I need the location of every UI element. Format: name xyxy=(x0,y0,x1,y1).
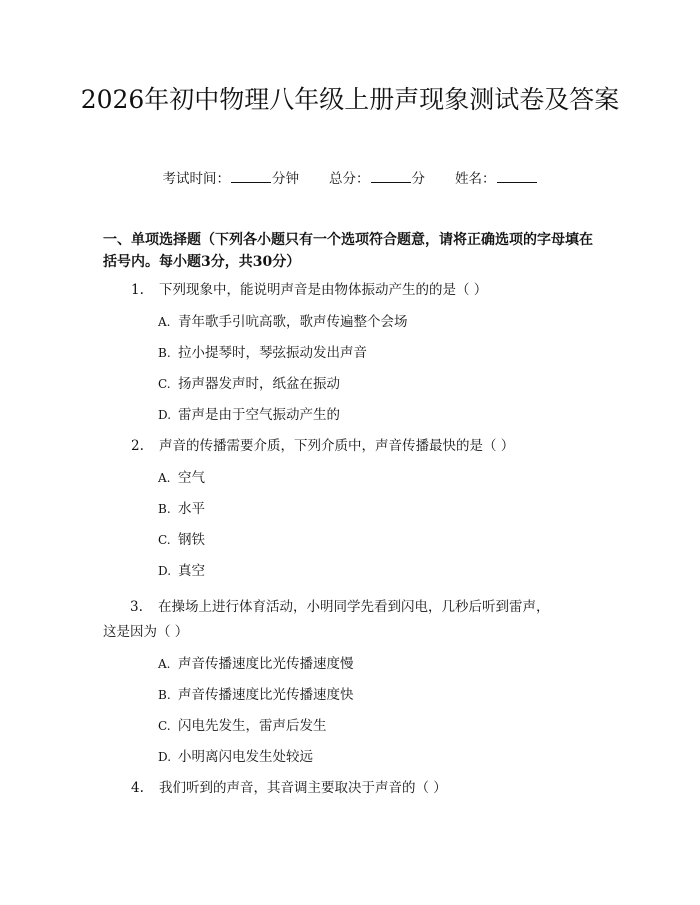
option-3d xyxy=(158,747,313,767)
option-letter: C. xyxy=(158,377,171,391)
option-3a xyxy=(158,654,354,674)
question-2 xyxy=(131,436,514,456)
question-number: 1. xyxy=(131,282,144,298)
time-blank xyxy=(231,170,271,183)
option-letter: D. xyxy=(158,408,172,422)
option-3c xyxy=(158,716,327,736)
name-field xyxy=(455,167,538,187)
option-text: 闪电先发生，雷声后发生 xyxy=(178,718,327,734)
option-letter: D. xyxy=(158,564,172,578)
option-letter: B. xyxy=(158,688,171,702)
option-text: 小明离闪电发生处较远 xyxy=(178,749,313,765)
option-3b xyxy=(158,685,354,705)
question-stem: 下列现象中，能说明声音是由物体振动产生的的是（ ） xyxy=(159,282,488,298)
option-1d xyxy=(158,405,340,425)
option-text: 声音传播速度比光传播速度快 xyxy=(178,687,354,703)
section-heading: 一、单项选择题（下列各小题只有一个选项符合题意，请将正确选项的字母填在括号内。每小题3分，共30分） xyxy=(103,232,593,270)
name-blank xyxy=(497,170,537,183)
score-unit: 分 xyxy=(411,171,425,187)
time-field xyxy=(163,167,300,187)
option-text: 水平 xyxy=(178,501,205,517)
score-blank xyxy=(371,170,411,183)
option-letter: B. xyxy=(158,346,171,360)
question-stem: 声音的传播需要介质，下列介质中，声音传播最快的是（ ） xyxy=(159,438,515,454)
time-unit: 分钟 xyxy=(272,171,299,187)
question-4 xyxy=(131,778,447,798)
option-2a xyxy=(158,468,205,488)
option-1b xyxy=(158,343,367,363)
option-text: 声音传播速度比光传播速度慢 xyxy=(178,656,354,672)
option-letter: A. xyxy=(158,657,171,671)
option-2d xyxy=(158,561,205,581)
option-1c xyxy=(158,374,340,394)
document-title: 2026年初中物理八年级上册声现象测试卷及答案 xyxy=(80,85,620,114)
question-stem: 我们听到的声音，其音调主要取决于声音的（ ） xyxy=(159,780,447,796)
option-text: 扬声器发声时，纸盆在振动 xyxy=(178,376,340,392)
option-1a xyxy=(158,312,408,332)
question-3 xyxy=(103,595,551,645)
question-number: 4. xyxy=(131,780,144,796)
option-text: 拉小提琴时，琴弦振动发出声音 xyxy=(178,345,367,361)
score-label: 总分： xyxy=(329,171,370,187)
name-label: 姓名： xyxy=(455,171,496,187)
option-letter: D. xyxy=(158,750,172,764)
question-number: 3. xyxy=(130,599,143,615)
option-2b xyxy=(158,499,205,519)
option-text: 空气 xyxy=(178,470,205,486)
option-text: 钢铁 xyxy=(178,532,205,548)
option-text: 青年歌手引吭高歌，歌声传遍整个会场 xyxy=(178,314,408,330)
score-field xyxy=(329,167,425,187)
option-2c xyxy=(158,530,205,550)
option-letter: A. xyxy=(158,471,171,485)
option-letter: C. xyxy=(158,533,171,547)
question-stem: 在操场上进行体育活动，小明同学先看到闪电，几秒后听到雷声，这是因为（ ） xyxy=(103,599,550,640)
option-letter: B. xyxy=(158,502,171,516)
question-number: 2. xyxy=(131,438,144,454)
question-1 xyxy=(131,280,487,300)
option-text: 真空 xyxy=(178,563,205,579)
option-letter: C. xyxy=(158,719,171,733)
option-letter: A. xyxy=(158,315,171,329)
time-label: 考试时间： xyxy=(162,171,230,187)
option-text: 雷声是由于空气振动产生的 xyxy=(178,407,340,423)
exam-meta xyxy=(0,167,700,187)
